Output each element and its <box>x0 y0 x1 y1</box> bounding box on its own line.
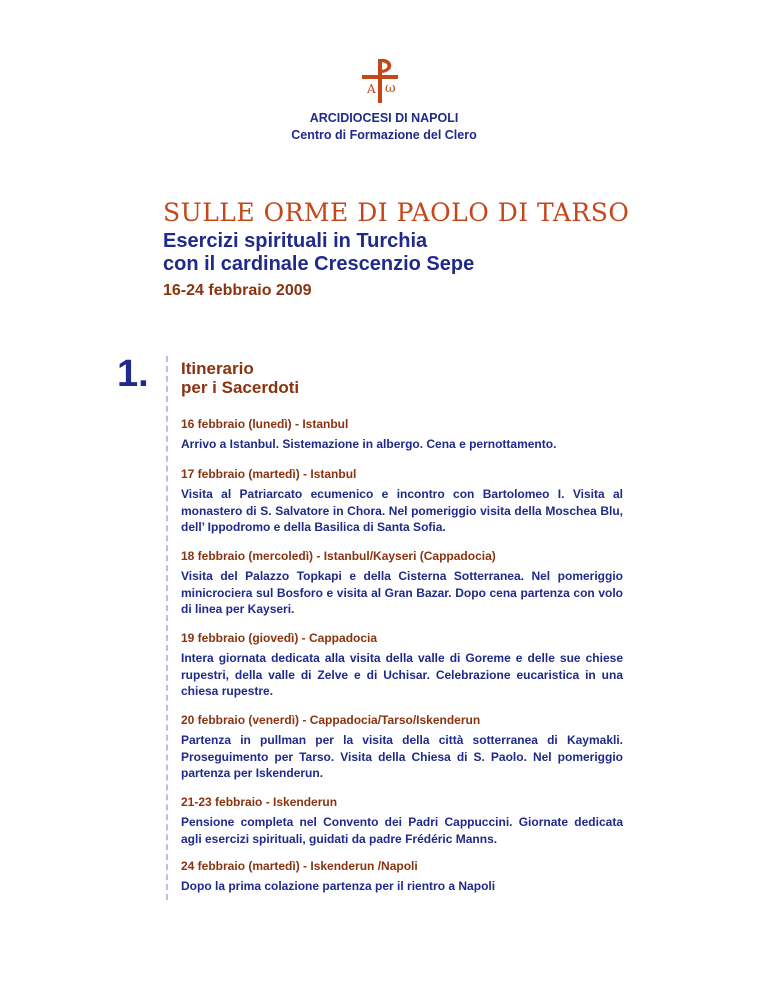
day-description: Dopo la prima colazione partenza per il rientro a Napoli <box>181 879 496 893</box>
subtitle-line-1: Esercizi spirituali in Turchia <box>163 230 428 252</box>
day-heading: 16 febbraio (lunedì) - Istanbul <box>181 417 349 431</box>
itinerary-day <box>181 416 623 453</box>
itinerary-day <box>181 712 623 782</box>
day-heading: 21-23 febbraio - Iskenderun <box>181 795 338 809</box>
event-dates: 16-24 febbraio 2009 <box>163 282 312 299</box>
day-heading: 18 febbraio (mercoledì) - Istanbul/Kayseri (Cappadocia) <box>181 549 496 563</box>
itinerary-day <box>181 466 623 536</box>
section-number: 1. <box>117 353 149 395</box>
day-heading: 17 febbraio (martedì) - Istanbul <box>181 467 357 481</box>
day-description: Visita al Patriarcato ecumenico e incontro con Bartolomeo I. Visita al monastero di S. Salvatore in Chora. Nel pomeriggio visita della Moschea Blu, dell’ Ippodromo e della Basilica di Santa Sofia. <box>181 487 623 534</box>
section-title-line-2: per i Sacerdoti <box>181 378 300 397</box>
day-description: Visita del Palazzo Topkapi e della Cisterna Sotterranea. Nel pomeriggio minicrociera sul Bosforo e visita al Gran Bazar. Dopo cena partenza con volo di linea per Kayseri. <box>181 569 623 616</box>
day-heading: 20 febbraio (venerdì) - Cappadocia/Tarso/Iskenderun <box>181 713 481 727</box>
document-title: SULLE ORME DI PAOLO DI TARSO <box>163 198 630 227</box>
formation-center-name: Centro di Formazione del Clero <box>291 128 477 142</box>
day-heading: 19 febbraio (giovedì) - Cappadocia <box>181 631 378 645</box>
itinerary-day <box>181 548 623 618</box>
omega-letter: ω <box>385 81 396 96</box>
itinerary-day <box>181 794 623 847</box>
itinerary-day <box>181 858 623 895</box>
section-title-line-1: Itinerario <box>181 359 254 378</box>
day-description: Pensione completa nel Convento dei Padri Cappuccini. Giornate dedicata agli esercizi spirituali, guidati da padre Frédéric Manns. <box>181 815 623 846</box>
day-description: Partenza in pullman per la visita della città sotterranea di Kaymakli. Proseguimento per Tarso. Visita della Chiesa di S. Paolo. Nel pomeriggio partenza per Iskenderun. <box>181 733 623 780</box>
chi-rho-alpha-omega-logo <box>358 55 410 105</box>
itinerary-day <box>181 630 623 700</box>
day-heading: 24 febbraio (martedì) - Iskenderun /Napoli <box>181 859 418 873</box>
day-description: Arrivo a Istanbul. Sistemazione in albergo. Cena e pernottamento. <box>181 437 557 451</box>
alpha-letter: A <box>367 82 376 96</box>
subtitle-line-2: con il cardinale Crescenzio Sepe <box>163 253 475 275</box>
archdiocese-name: ARCIDIOCESI DI NAPOLI <box>309 111 459 125</box>
day-description: Intera giornata dedicata alla visita della valle di Goreme e delle sue chiese rupestri, della valle di Zelve e di Uchisar. Celebrazione eucaristica in una chiesa rupestre. <box>181 651 623 698</box>
section-divider <box>166 356 168 900</box>
